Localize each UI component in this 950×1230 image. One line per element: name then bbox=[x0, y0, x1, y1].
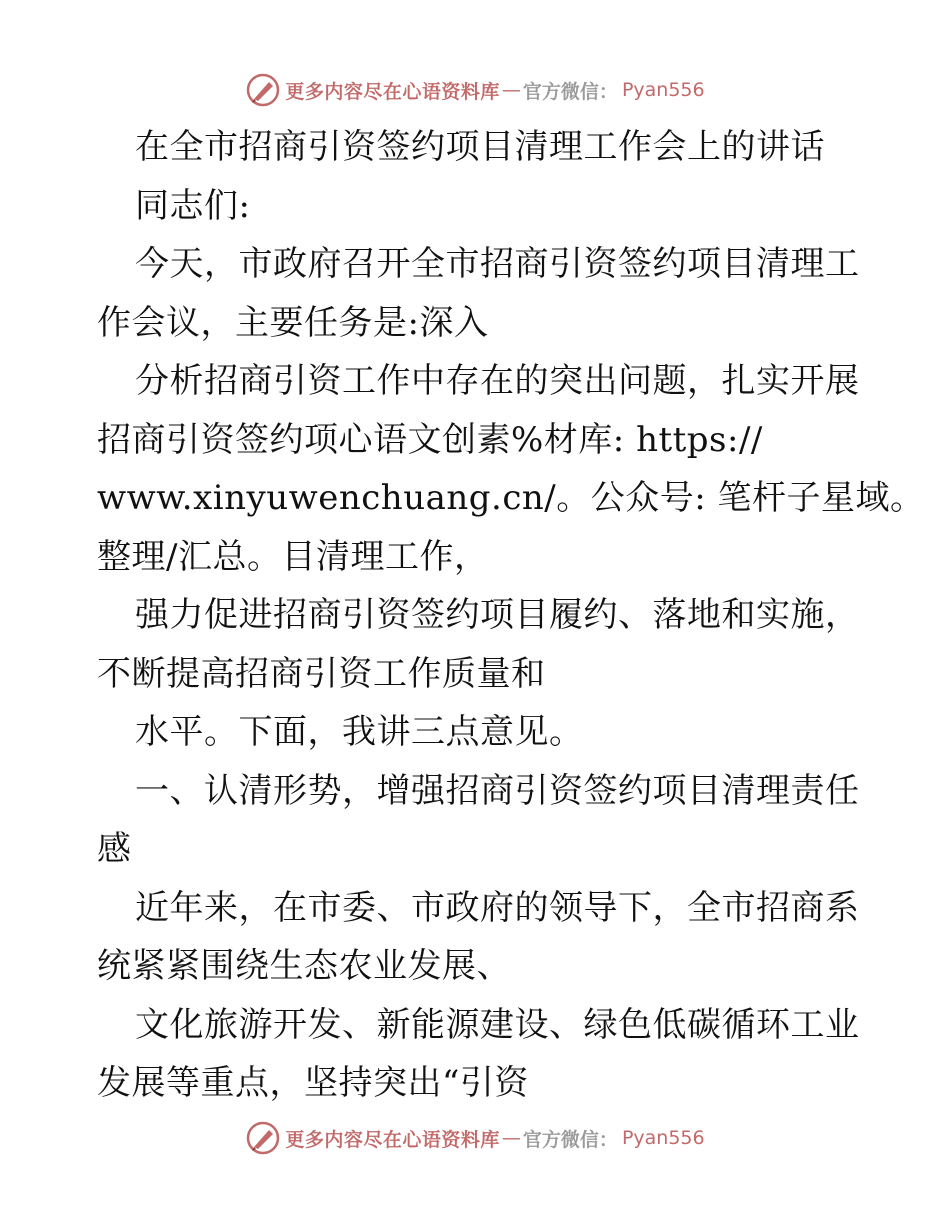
body-line: 强力促进招商引资签约项目履约、落地和实施， bbox=[135, 595, 860, 635]
body-line: 分析招商引资工作中存在的突出问题，扎实开展 bbox=[135, 361, 860, 401]
speech-title: 在全市招商引资签约项目清理工作会上的讲话 bbox=[135, 127, 825, 167]
banner-wechat-id: Pyan556 bbox=[621, 79, 705, 101]
footer-banner bbox=[0, 1118, 950, 1158]
body-line: 不断提高招商引资工作质量和 bbox=[97, 653, 546, 694]
body-line: 整理/汇总。目清理工作， bbox=[97, 536, 489, 577]
section-heading: 一、认清形势，增强招商引资签约项目清理责任 bbox=[135, 770, 860, 811]
body-line: 水平。下面，我讲三点意见。 bbox=[135, 712, 584, 752]
section-heading-cont: 感 bbox=[97, 829, 132, 869]
header-banner bbox=[0, 70, 950, 110]
banner-lead-text: 更多内容尽在心语资料库 bbox=[285, 80, 500, 103]
banner-wechat-label: 官方微信： bbox=[522, 1128, 618, 1151]
body-line: 统紧紧围绕生态农业发展、 bbox=[97, 946, 511, 986]
quill-pen-circle-icon bbox=[245, 1120, 281, 1156]
quill-pen-circle-icon bbox=[245, 72, 281, 108]
body-line: 招商引资签约项心语文创素%材库: https:// bbox=[97, 419, 763, 460]
document-body bbox=[97, 118, 925, 1113]
banner-wechat-label: 官方微信： bbox=[522, 80, 618, 103]
body-line: 作会议，主要任务是:深入 bbox=[97, 302, 489, 343]
banner-wechat-id: Pyan556 bbox=[621, 1127, 705, 1149]
body-line: 发展等重点，坚持突出“引资 bbox=[97, 1063, 529, 1103]
salutation: 同志们: bbox=[135, 185, 251, 226]
body-line: www.xinyuwenchuang.cn/。公众号: 笔杆子星域。 bbox=[97, 478, 925, 518]
banner-dash: — bbox=[501, 79, 521, 101]
banner-dash: — bbox=[501, 1127, 521, 1149]
body-line: 今天，市政府召开全市招商引资签约项目清理工 bbox=[135, 244, 860, 284]
body-line: 文化旅游开发、新能源建设、绿色低碳循环工业 bbox=[135, 1004, 860, 1045]
banner-lead-text: 更多内容尽在心语资料库 bbox=[285, 1128, 500, 1151]
body-line: 近年来，在市委、市政府的领导下，全市招商系 bbox=[135, 887, 860, 928]
